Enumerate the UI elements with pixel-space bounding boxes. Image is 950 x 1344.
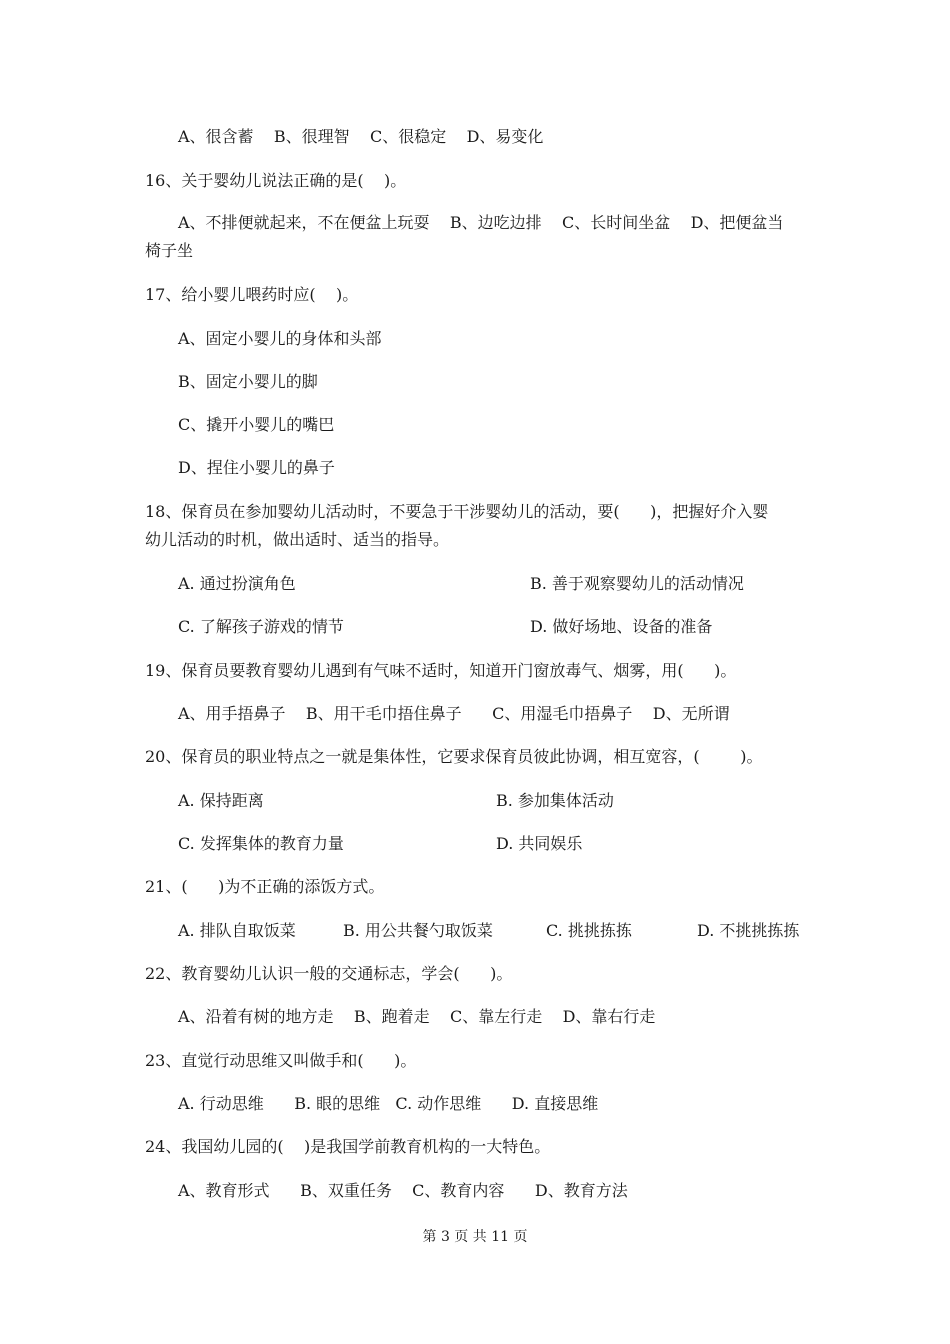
- q15-options: A、很含蓄 B、很理智 C、很稳定 D、易变化: [178, 127, 544, 146]
- q19-stem: 19、保育员要教育婴幼儿遇到有气味不适时，知道开门窗放毒气、烟雾，用( )。: [145, 661, 737, 680]
- q21-option-c: C. 挑挑拣拣: [546, 921, 632, 940]
- q20-stem: 20、保育员的职业特点之一就是集体性，它要求保育员彼此协调，相互宽容，( )。: [145, 747, 763, 766]
- q21-option-a: A. 排队自取饭菜: [178, 921, 296, 940]
- q17-option-c: C、撬开小婴儿的嘴巴: [178, 415, 335, 434]
- q23-options: A. 行动思维 B. 眼的思维 C. 动作思维 D. 直接思维: [178, 1094, 599, 1113]
- q16-options-line1: A、不排便就起来，不在便盆上玩耍 B、边吃边排 C、长时间坐盆 D、把便盆当: [178, 213, 784, 232]
- q17-option-a: A、固定小婴儿的身体和头部: [178, 329, 382, 348]
- q16-stem: 16、关于婴幼儿说法正确的是( )。: [145, 171, 407, 190]
- q19-options: A、用手捂鼻子 B、用干毛巾捂住鼻子 C、用湿毛巾捂鼻子 D、无所谓: [178, 704, 730, 723]
- q22-options: A、沿着有树的地方走 B、跑着走 C、靠左行走 D、靠右行走: [178, 1007, 656, 1026]
- q20-option-b: B. 参加集体活动: [496, 791, 614, 810]
- q21-stem: 21、( )为不正确的添饭方式。: [145, 877, 385, 896]
- q18-option-a: A. 通过扮演角色: [178, 574, 296, 593]
- q17-stem: 17、给小婴儿喂药时应( )。: [145, 285, 359, 304]
- q21-option-b: B. 用公共餐勺取饭菜: [343, 921, 493, 940]
- q24-options: A、教育形式 B、双重任务 C、教育内容 D、教育方法: [178, 1181, 628, 1200]
- q22-stem: 22、教育婴幼儿认识一般的交通标志，学会( )。: [145, 964, 513, 983]
- q18-option-c: C. 了解孩子游戏的情节: [178, 617, 344, 636]
- q23-stem: 23、直觉行动思维又叫做手和( )。: [145, 1051, 417, 1070]
- q17-option-d: D、捏住小婴儿的鼻子: [178, 458, 335, 477]
- page-footer: 第 3 页 共 11 页: [422, 1229, 528, 1245]
- q18-option-d: D. 做好场地、设备的准备: [530, 617, 713, 636]
- q18-stem-line1: 18、保育员在参加婴幼儿活动时，不要急于干涉婴幼儿的活动，要( )，把握好介入婴: [145, 502, 769, 521]
- q16-options-line2: 椅子坐: [145, 241, 194, 260]
- q18-stem-line2: 幼儿活动的时机，做出适时、适当的指导。: [145, 530, 450, 549]
- q24-stem: 24、我国幼儿园的( )是我国学前教育机构的一大特色。: [145, 1137, 551, 1156]
- q18-option-b: B. 善于观察婴幼儿的活动情况: [530, 574, 744, 593]
- q20-option-d: D. 共同娱乐: [496, 834, 583, 853]
- q21-option-d: D. 不挑挑拣拣: [697, 921, 800, 940]
- q17-option-b: B、固定小婴儿的脚: [178, 372, 318, 391]
- q20-option-c: C. 发挥集体的教育力量: [178, 834, 344, 853]
- q20-option-a: A. 保持距离: [178, 791, 264, 810]
